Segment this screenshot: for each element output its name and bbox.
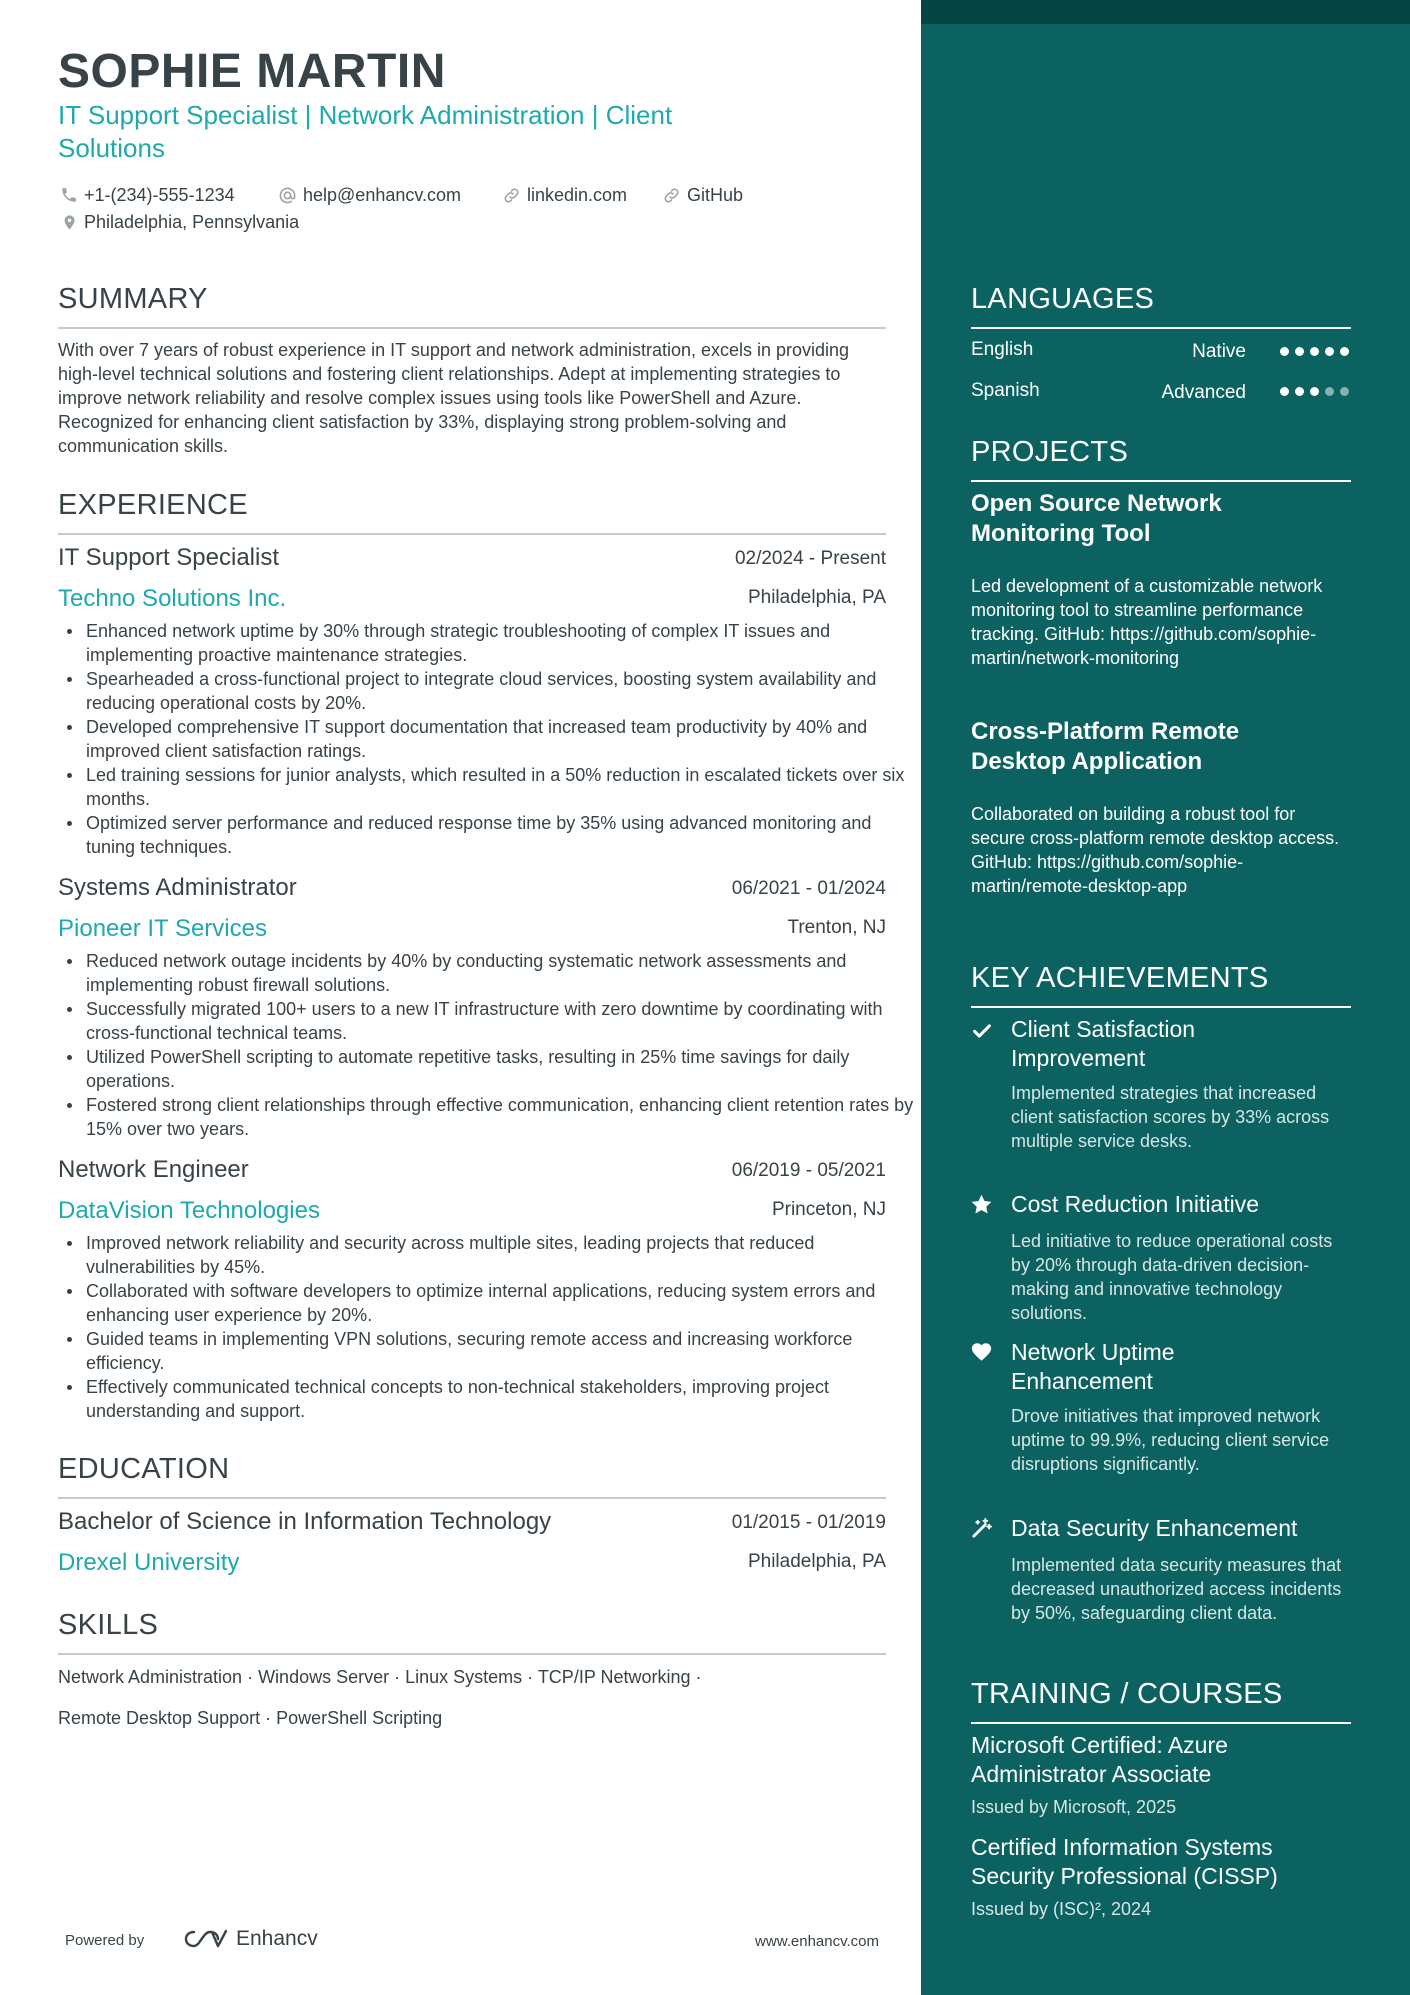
contact-linkedin[interactable] [502,183,627,207]
job-bullets [59,1231,916,1423]
rating-dot-filled [1310,347,1319,356]
job-bullet: Developed comprehensive IT support documentation that increased team productivity by 40% and improved client satisfaction ratings. [86,715,916,763]
email-text[interactable]: help@enhancv.com [303,185,462,205]
job-bullets [59,949,916,1141]
project-title-line: Desktop Application [971,748,1203,775]
language-rating [1280,387,1349,396]
job-company: Pioneer IT Services [58,915,267,942]
rating-dot-empty [1325,387,1334,396]
achievement-description: Implemented data security measures that decreased unauthorized access incidents by 50%, safeguarding client data. [1011,1555,1342,1623]
phone-text: +1-(234)-555-1234 [84,185,235,205]
phone-icon [60,186,78,204]
magic-wand-icon [970,1517,993,1540]
course-issuer: Issued by Microsoft, 2025 [971,1797,1177,1817]
location-pin-icon [61,213,78,232]
rating-dot-filled [1325,347,1334,356]
projects-divider [971,480,1351,482]
training-heading: TRAINING / COURSES [971,1678,1283,1710]
achievement-title: Client Satisfaction Improvement [1011,1016,1196,1071]
job-location: Philadelphia, PA [747,587,886,608]
job-title: Network Engineer [58,1156,249,1183]
rating-dot-empty [1340,387,1349,396]
achievements-divider [971,1006,1351,1008]
candidate-name: SOPHIE MARTIN [58,45,446,98]
project-title-line: Cross-Platform Remote [971,718,1240,745]
projects-heading: PROJECTS [971,436,1129,468]
summary-text: With over 7 years of robust experience in IT support and network administration, excels in providing high-level technical solutions and fostering client relationships. Adept at implementing strategies to improve network reliability and resolve complex issues using tools like PowerShell and Azure. Recognized for enhancing client satisfaction by 33%, displaying strong problem-solving and communication skills. [58,340,850,456]
rating-dot-filled [1280,387,1289,396]
achievement-description: Drove initiatives that improved network uptime to 99.9%, reducing client service disruptions significantly. [1011,1406,1330,1474]
project-description: Collaborated on building a robust tool for secure cross-platform remote desktop access. GitHub: https://github.com/sophie-martin/remote-desktop-app [971,804,1340,896]
experience-heading: EXPERIENCE [58,489,248,521]
job-dates: 02/2024 - Present [734,548,886,569]
footer-powered-by: Powered by [65,1932,145,1949]
footer-brand-name: Enhancv [236,1927,318,1950]
job-bullet: Improved network reliability and security across multiple sites, leading projects that reduced vulnerabilities by 45%. [86,1231,916,1279]
achievements-heading: KEY ACHIEVEMENTS [971,962,1269,994]
achievement-title: Data Security Enhancement [1011,1515,1298,1541]
at-icon [278,186,297,205]
skills-line: Network Administration · Windows Server · Linux Systems · TCP/IP Networking · [58,1667,702,1687]
job-dates: 06/2019 - 05/2021 [731,1160,886,1181]
job-bullet: Spearheaded a cross-functional project to integrate cloud services, boosting system availability and reducing operational costs by 20%. [86,667,916,715]
contact-email[interactable] [278,183,461,207]
summary-heading: SUMMARY [58,283,208,315]
training-divider [971,1722,1351,1724]
skills-divider [58,1653,886,1655]
location-text: Philadelphia, Pennsylvania [84,212,300,232]
job-bullet: Led training sessions for junior analysts, which resulted in a 50% reduction in escalated tickets over six months. [86,763,916,811]
job-location: Princeton, NJ [771,1199,886,1220]
achievement-description: Led initiative to reduce operational costs by 20% through data-driven decision-making and innovative technology solutions. [1011,1231,1333,1323]
achievement-title: Network Uptime Enhancement [1011,1339,1175,1394]
job-dates: 06/2021 - 01/2024 [731,878,886,899]
languages-divider [971,327,1351,329]
job-bullet: Collaborated with software developers to optimize internal applications, reducing system errors and enhancing user experience by 20%. [86,1279,916,1327]
job-location: Trenton, NJ [787,917,886,938]
contact-github[interactable] [662,183,743,207]
course-title: Microsoft Certified: Azure Administrator Associate [971,1732,1228,1787]
course-issuer: Issued by (ISC)², 2024 [971,1899,1152,1919]
education-divider [58,1497,886,1499]
job-company: DataVision Technologies [58,1197,320,1224]
github-text[interactable]: GitHub [687,185,744,205]
rating-dot-filled [1280,347,1289,356]
job-company: Techno Solutions Inc. [58,585,287,612]
language-rating [1280,347,1349,356]
footer-url[interactable]: www.enhancv.com [755,1933,879,1950]
contact-location [61,210,299,234]
job-bullet: Enhanced network uptime by 30% through strategic troubleshooting of complex IT issues and implementing proactive maintenance strategies. [86,619,916,667]
job-bullet: Successfully migrated 100+ users to a new IT infrastructure with zero downtime by coordinating with cross-functional technical teams. [86,997,916,1045]
contact-phone [60,183,235,207]
language-level: Advanced [1161,382,1246,403]
skills-heading: SKILLS [58,1609,159,1641]
job-title: IT Support Specialist [58,544,280,571]
link-icon [502,186,521,205]
job-bullet: Reduced network outage incidents by 40% by conducting systematic network assessments and implementing robust firewall solutions. [86,949,916,997]
job-bullet: Guided teams in implementing VPN solutions, securing remote access and increasing workforce efficiency. [86,1327,916,1375]
course-title: Certified Information Systems Security Professional (CISSP) [971,1834,1278,1889]
project-title-line: Open Source Network [971,490,1222,517]
education-dates: 01/2015 - 01/2019 [731,1512,886,1533]
project-title-line: Monitoring Tool [971,520,1151,547]
rating-dot-filled [1295,347,1304,356]
job-bullet: Optimized server performance and reduced response time by 35% using advanced monitoring and tuning techniques. [86,811,916,859]
link-icon [662,186,681,205]
education-heading: EDUCATION [58,1453,230,1485]
enhancv-logo-icon [184,1926,230,1952]
rating-dot-filled [1295,387,1304,396]
star-icon [970,1193,993,1216]
candidate-headline: IT Support Specialist | Network Administration | Client Solutions [58,100,673,163]
linkedin-text[interactable]: linkedin.com [527,185,628,205]
job-title: Systems Administrator [58,874,297,901]
job-bullet: Utilized PowerShell scripting to automate repetitive tasks, resulting in 25% time savings for daily operations. [86,1045,916,1093]
sidebar-top-band [921,0,1410,24]
heart-icon [970,1341,993,1363]
language-name: Spanish [971,380,1040,401]
languages-heading: LANGUAGES [971,283,1155,315]
project-description: Led development of a customizable network monitoring tool to streamline performance tracking. GitHub: https://github.com/sophie-martin/network-monitoring [971,576,1323,668]
rating-dot-filled [1310,387,1319,396]
degree-title: Bachelor of Science in Information Technology [58,1508,552,1535]
school-name: Drexel University [58,1549,240,1576]
experience-divider [58,533,886,535]
project-title [971,717,1351,777]
job-bullets [59,619,916,859]
project-title [971,489,1351,549]
rating-dot-filled [1340,347,1349,356]
language-name: English [971,339,1034,360]
achievement-description: Implemented strategies that increased client satisfaction scores by 33% across multiple service desks. [1011,1083,1330,1151]
skills-line: Remote Desktop Support · PowerShell Scripting [58,1708,443,1728]
check-icon [971,1020,993,1042]
job-bullet: Fostered strong client relationships through effective communication, enhancing client retention rates by 15% over two years. [86,1093,916,1141]
achievement-title: Cost Reduction Initiative [1011,1191,1260,1217]
footer-brand-logo[interactable] [184,1926,318,1952]
school-location: Philadelphia, PA [747,1551,886,1572]
summary-divider [58,327,886,329]
job-bullet: Effectively communicated technical concepts to non-technical stakeholders, improving project understanding and support. [86,1375,916,1423]
language-level: Native [1192,341,1246,362]
